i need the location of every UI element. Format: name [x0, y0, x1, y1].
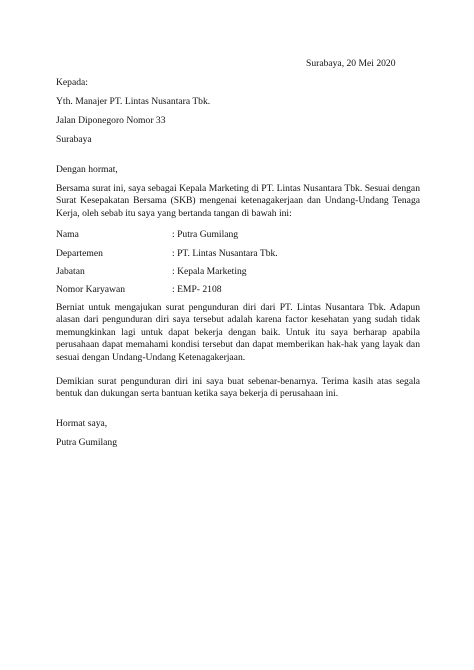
body-paragraph: Berniat untuk mengajukan surat pengunduran diri dari PT. Lintas Nusantara Tbk. Adapun alasan dari pengunduran diri saya tersebut adalah karena factor kesehatan yang sudah tidak memungkinkan lagi untuk dapat bekerja dengan baik. Untuk itu saya berharap apabila perusahaan dapat memahami kondisi tersebut dan dapat memberikan hak-hak yang layak dan sesuai dengan Undang-Undang Ketenagakerjaan. — [56, 302, 420, 363]
field-value-nomor-karyawan: : EMP- 2108 — [172, 284, 222, 295]
place-date: Surabaya, 20 Mei 2020 — [306, 58, 396, 69]
recipient-line-1: Yth. Manajer PT. Lintas Nusantara Tbk. — [56, 96, 211, 107]
field-label-nama: Nama — [56, 229, 79, 240]
field-label-departemen: Departemen — [56, 248, 103, 259]
closing-paragraph: Demikian surat pengunduran diri ini saya buat sebenar-benarnya. Terima kasih atas segala bentuk dan dukungan serta bantuan ketika saya bekerja di perusahaan ini. — [56, 376, 420, 400]
field-value-nama: : Putra Gumilang — [172, 229, 239, 240]
field-value-jabatan: : Kepala Marketing — [172, 266, 247, 277]
recipient-line-2: Jalan Diponegoro Nomor 33 — [56, 115, 166, 126]
signer-name: Putra Gumilang — [56, 437, 118, 448]
field-value-departemen: : PT. Lintas Nusantara Tbk. — [172, 248, 278, 259]
recipient-line-3: Surabaya — [56, 134, 92, 145]
greeting: Dengan hormat, — [56, 164, 118, 175]
sign-off: Hormat saya, — [56, 418, 108, 429]
field-label-nomor-karyawan: Nomor Karyawan — [56, 284, 125, 295]
recipient-kepada: Kepada: — [56, 77, 88, 88]
intro-paragraph: Bersama surat ini, saya sebagai Kepala Marketing di PT. Lintas Nusantara Tbk. Sesuai dengan Surat Kesepakatan Bersama (SKB) mengenai ketenagakerjaan dan Undang-Undang Tenaga Kerja, oleh sebab itu saya yang bertanda tangan di bawah ini: — [56, 183, 420, 219]
field-label-jabatan: Jabatan — [56, 266, 85, 277]
